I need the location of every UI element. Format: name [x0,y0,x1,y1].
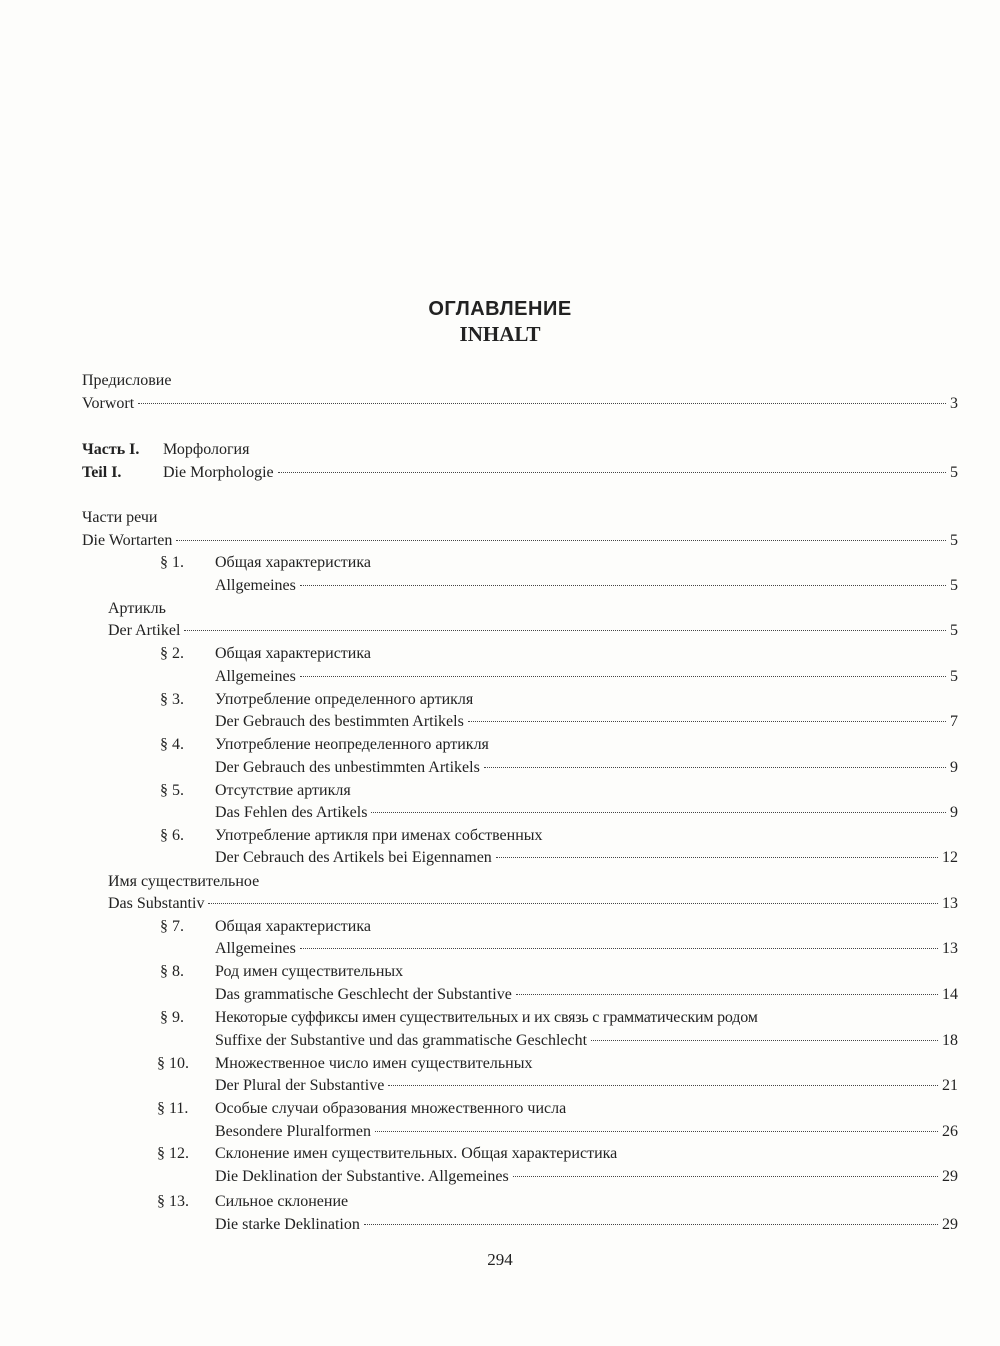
substantiv-de: Das Substantiv [108,895,205,912]
toc-entry-preface[interactable] [82,393,958,415]
section-title-de: Suffixe der Substantive und das grammatische Geschlecht [215,1032,588,1049]
section-title-de: Der Cebrauch des Artikels bei Eigennamen [215,849,492,866]
page-ref: 9 [950,759,958,776]
section-number: § 11. [157,1100,189,1117]
toc-entry-s8[interactable] [215,984,958,1006]
section-title-ru: Некоторые суффиксы имен существительных и их связь с грамматическим родом [215,1009,758,1026]
section-title-ru: Употребление определенного артикля [215,691,474,708]
section-number: § 8. [160,963,184,980]
part1-label-de: Teil I. [82,464,122,481]
toc-entry-s7[interactable] [215,938,958,960]
wortarten-ru: Части речи [82,509,158,526]
preface-de: Vorwort [82,395,135,412]
section-number: § 13. [157,1193,189,1210]
section-number: § 7. [160,918,184,935]
toc-entry-s4[interactable] [215,757,958,779]
artikel-de: Der Artikel [108,622,181,639]
dot-leader [513,1176,938,1177]
section-title-de: Das grammatische Geschlecht der Substantive [215,986,512,1003]
dot-leader [591,1040,938,1041]
dot-leader [278,472,946,473]
section-title-de: Besondere Pluralformen [215,1123,371,1140]
toc-heading-ru: ОГЛАВЛЕНИЕ [428,298,572,320]
page-ref: 21 [942,1077,958,1094]
dot-leader [496,857,938,858]
page-ref: 13 [942,895,958,912]
dot-leader [208,903,938,904]
section-number: § 6. [160,827,184,844]
dot-leader [468,721,946,722]
part1-title-ru: Морфология [163,441,250,458]
section-title-de: Das Fehlen des Artikels [215,804,368,821]
section-number: § 3. [160,691,184,708]
dot-leader [375,1131,938,1132]
artikel-ru: Артикль [108,600,166,617]
dot-leader [371,812,946,813]
toc-entry-artikel[interactable] [108,620,958,642]
dot-leader [364,1224,938,1225]
toc-entry-s3[interactable] [215,711,958,733]
section-title-de: Die starke Deklination [215,1216,360,1233]
toc-heading-de: INHALT [459,322,541,346]
toc-entry-wortarten[interactable] [82,530,958,552]
page-ref: 5 [950,622,958,639]
toc-entry-s11[interactable] [215,1121,958,1143]
section-title-de: Der Gebrauch des unbestimmten Artikels [215,759,480,776]
page-ref: 5 [950,464,958,481]
page-ref: 7 [950,713,958,730]
toc-entry-substantiv[interactable] [108,893,958,915]
section-title-ru: Употребление неопределенного артикля [215,736,489,753]
toc-entry-s10[interactable] [215,1075,958,1097]
page-ref: 29 [942,1216,958,1233]
dot-leader [516,994,938,995]
section-number: § 2. [160,645,184,662]
section-title-de: Allgemeines [215,940,296,957]
toc-entry-part1[interactable] [163,462,958,484]
section-title-ru: Употребление артикля при именах собственных [215,827,543,844]
page-ref: 3 [950,395,958,412]
page-ref: 5 [950,577,958,594]
dot-leader [300,948,938,949]
page-number: 294 [487,1250,513,1269]
toc-entry-s2[interactable] [215,666,958,688]
page-ref: 9 [950,804,958,821]
toc-entry-s1[interactable] [215,575,958,597]
section-number: § 12. [157,1145,189,1162]
dot-leader [176,540,946,541]
part1-title-de: Die Morphologie [163,464,274,481]
toc-entry-s5[interactable] [215,802,958,824]
section-title-de: Der Gebrauch des bestimmten Artikels [215,713,464,730]
section-number: § 4. [160,736,184,753]
dot-leader [484,767,946,768]
section-title-ru: Склонение имен существительных. Общая характеристика [215,1145,618,1162]
dot-leader [300,676,946,677]
page-ref: 18 [942,1032,958,1049]
dot-leader [138,403,946,404]
section-title-ru: Род имен существительных [215,963,404,980]
toc-entry-s13[interactable] [215,1214,958,1236]
section-title-ru: Общая характеристика [215,554,371,571]
page-ref: 14 [942,986,958,1003]
section-title-ru: Множественное число имен существительных [215,1055,533,1072]
section-title-de: Der Plural der Substantive [215,1077,385,1094]
dot-leader [388,1085,938,1086]
toc-entry-s6[interactable] [215,847,958,869]
preface-ru: Предисловие [82,372,172,389]
substantiv-ru: Имя существительное [108,873,260,890]
page-ref: 13 [942,940,958,957]
page-ref: 29 [942,1168,958,1185]
section-title-de: Allgemeines [215,577,296,594]
page-ref: 5 [950,668,958,685]
section-number: § 9. [160,1009,184,1026]
dot-leader [184,630,946,631]
page-ref: 12 [942,849,958,866]
page-ref: 5 [950,532,958,549]
section-number: § 1. [160,554,184,571]
wortarten-de: Die Wortarten [82,532,173,549]
part1-label-ru: Часть I. [82,441,140,458]
section-title-ru: Особые случаи образования множественного числа [215,1100,567,1117]
section-title-ru: Отсутствие артикля [215,782,351,799]
section-title-ru: Общая характеристика [215,645,371,662]
section-title-de: Allgemeines [215,668,296,685]
section-title-ru: Сильное склонение [215,1193,349,1210]
dot-leader [300,585,946,586]
toc-entry-s9[interactable] [215,1030,958,1052]
section-title-ru: Общая характеристика [215,918,371,935]
section-number: § 5. [160,782,184,799]
section-number: § 10. [157,1055,189,1072]
section-title-de: Die Deklination der Substantive. Allgemeines [215,1168,509,1185]
page-ref: 26 [942,1123,958,1140]
toc-entry-s12[interactable] [215,1166,958,1188]
